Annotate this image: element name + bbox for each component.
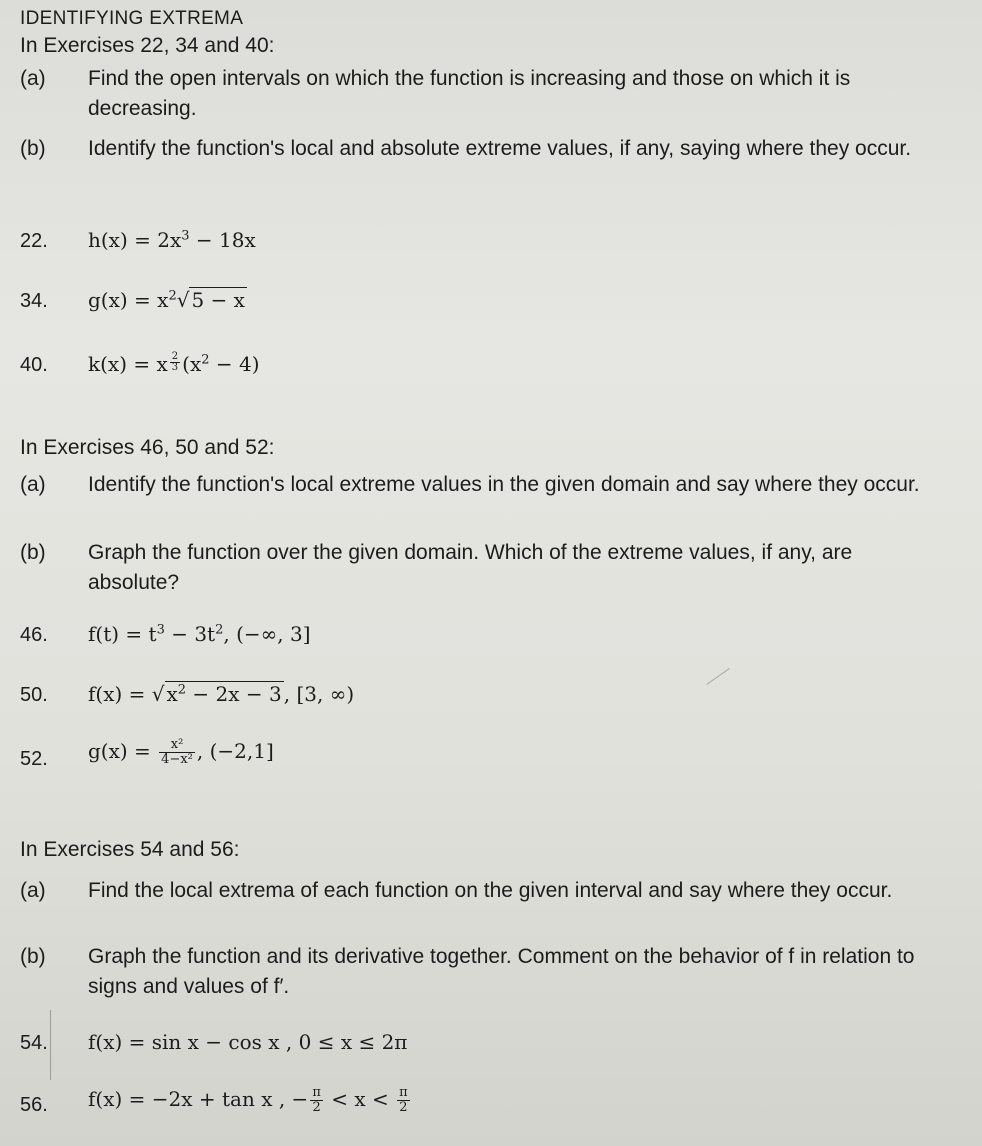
exercise-number: 54. [20, 1032, 48, 1054]
section2-intro: In Exercises 46, 50 and 52: [20, 436, 275, 459]
part-text: Graph the function and its derivative together. Comment on the behavior of f in relation to signs and values of f′. [88, 945, 915, 998]
math-exponent: 2 [177, 682, 187, 698]
math-part: h(x) = 2x [88, 228, 182, 252]
math-exponent: 2 [201, 352, 210, 368]
part-label: (b) [20, 541, 46, 564]
section3-intro: In Exercises 54 and 56: [20, 838, 240, 861]
radicand [165, 681, 284, 706]
part-text: Find the local extrema of each function on the given interval and say where they occur. [88, 879, 893, 902]
fraction-denominator: 2 [312, 1100, 321, 1115]
math-part: , (−2,1] [196, 739, 274, 763]
math-part: − 4) [209, 352, 260, 376]
exponent-denominator: 3 [171, 362, 179, 373]
math-exponent: 3 [156, 622, 165, 638]
radicand-part: − 2x − 3 [186, 682, 282, 706]
part-label: (b) [20, 137, 46, 160]
radicand-part: x [166, 682, 178, 706]
section-heading: IDENTIFYING EXTREMA [20, 8, 244, 29]
math-part: g(x) = [88, 739, 158, 763]
math-exponent: 2 [215, 622, 224, 638]
part-label: (b) [20, 945, 46, 968]
math-part: f(x) = [88, 682, 152, 706]
part-text: Graph the function over the given domain. Which of the extreme values, if any, are absolute? [88, 541, 853, 594]
fraction [159, 738, 195, 767]
exercise-number: 50. [20, 684, 48, 706]
square-root: √ $x^2 - 2x - 3$ [151, 682, 282, 706]
fractional-exponent [170, 352, 180, 373]
exercise-number: 34. [20, 290, 48, 312]
math-part: f(x) = −2x + tan x , − [88, 1087, 309, 1111]
math-exponent: 3 [181, 228, 190, 244]
fraction [310, 1086, 323, 1115]
fraction [397, 1086, 410, 1115]
math-part: , (−∞, 3] [223, 622, 311, 646]
exercise-function [88, 682, 354, 706]
pen-mark [706, 668, 730, 685]
part-text: Find the open intervals on which the function is increasing and those on which it is decreasing. [88, 67, 851, 120]
part-label: (a) [20, 67, 46, 90]
exercise-number: 56. [20, 1094, 48, 1116]
exercise-function [88, 622, 311, 646]
math-part: − 3t [164, 622, 216, 646]
exponent-numerator: 2 [171, 351, 179, 362]
exercise-number: 46. [20, 624, 48, 646]
math-part: g(x) = x [88, 288, 169, 312]
exercise-function: f(x) = sin x − cos x , 0 ≤ x ≤ 2π [88, 1030, 408, 1054]
pen-mark [50, 1010, 51, 1080]
exercise-function [88, 1086, 412, 1115]
square-root: √ 5 − x [176, 288, 245, 312]
fraction-numerator: x² [159, 738, 195, 753]
math-part: (x [182, 352, 202, 376]
exercise-number: 52. [20, 748, 48, 770]
part-text: Identify the function's local and absolute extreme values, if any, saying where they occur. [88, 137, 912, 160]
math-exponent: 2 [168, 288, 177, 304]
fraction-numerator: π [312, 1085, 321, 1100]
exercise-number: 40. [20, 354, 48, 376]
math-part: < x < [324, 1087, 396, 1111]
exercise-number: 22. [20, 230, 48, 252]
math-part: , [3, ∞) [283, 682, 355, 706]
exercise-function [88, 228, 256, 252]
fraction-denominator: 4−x² [161, 752, 193, 767]
part-label: (a) [20, 473, 46, 496]
section1-intro: In Exercises 22, 34 and 40: [20, 34, 275, 57]
exercise-function [88, 288, 247, 312]
part-label: (a) [20, 879, 46, 902]
exercise-function [88, 738, 274, 767]
math-part: f(t) = t [88, 622, 157, 646]
exercise-function [88, 352, 260, 376]
part-text: Identify the function's local extreme values in the given domain and say where they occur. [88, 473, 920, 496]
fraction-numerator: π [399, 1085, 408, 1100]
radicand: 5 − x [191, 288, 245, 312]
math-part: k(x) = x [88, 352, 168, 376]
fraction-denominator: 2 [399, 1100, 408, 1115]
math-part: − 18x [189, 228, 256, 252]
